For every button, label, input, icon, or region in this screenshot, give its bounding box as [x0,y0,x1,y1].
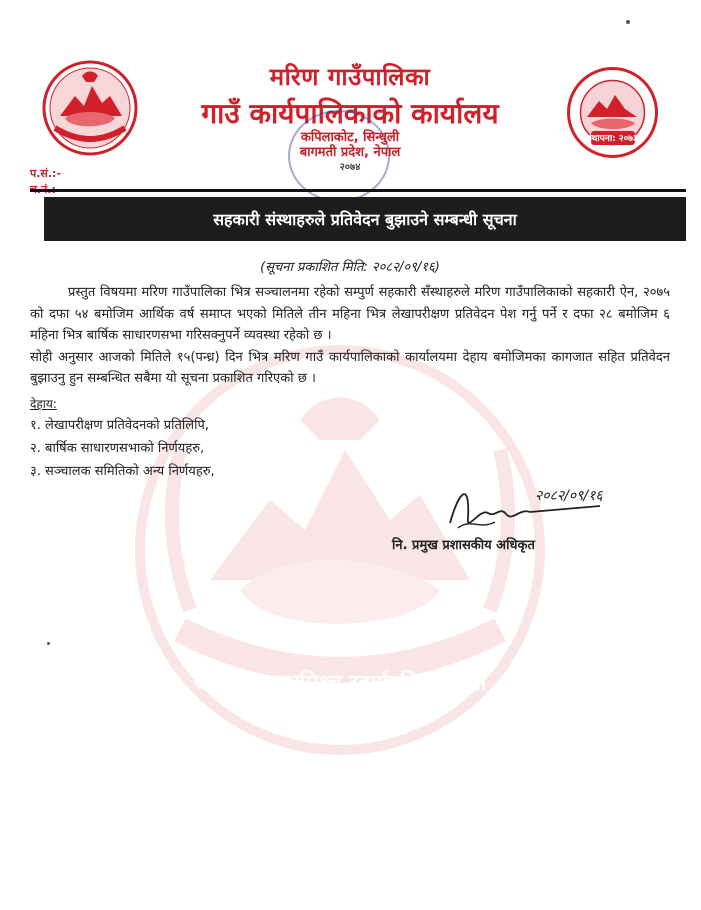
watermark-motto: जननी जन्मभूमिश्च स्वर्गादपि गरीयसी [193,671,487,696]
publication-date: (सूचना प्रकाशित मिति: २०८२/०९/१६) [260,260,440,275]
header-divider [30,189,686,192]
notice-title-banner [44,197,686,241]
letter-number-label: प.सं.:- [30,167,62,180]
scan-speck [626,20,630,24]
office-title: गाउँ कार्यपालिकाको कार्यालय [201,97,499,130]
notice-paragraph-2: सोही अनुसार आजको मितिले १५(पन्ध्र) दिन भित्र मरिण गाउँ कार्यपालिकाको कार्यालयमा देहाय बमोजिमका कागजात सहित प्रतिवेदन बुझाउनु हुन सम्बन्धित सबैमा यो सूचना प्रकाशित गरिएको छ । [30,349,670,386]
seal-year: स्थापना: २०७३ [588,134,638,144]
address-year: २०७४ [339,162,361,173]
annex-label: देहाय: [30,397,57,411]
office-name: मरिण गाउँपालिका [269,63,431,91]
annex-item: ३. सञ्चालक समितिको अन्य निर्णयहरु, [30,464,215,479]
annex-list [30,414,215,483]
notice-body [30,282,670,390]
office-address [260,130,440,175]
notice-paragraph-1: प्रस्तुत विषयमा मरिण गाउँपालिका भित्र सञ्चालनमा रहेको सम्पुर्ण सहकारी सँस्थाहरुले मरिण गाउँपालिकाको सहकारी ऐन, २०७५ को दफा ५४ बमोजिम आर्थिक वर्ष समाप्त भएको मितिले तीन महिना भित्र लेखापरीक्षण प्रतिवेदन पेश गर्नु पर्ने र दफा २८ बमोजिम ६ महिना भित्र बार्षिक साधारणसभा गरिसक्नुपर्ने व्यवस्था रहेको छ । [30,285,670,343]
signature-icon [440,478,610,538]
annex-item: १. लेखापरीक्षण प्रतिवेदनको प्रतिलिपि, [30,418,210,433]
signature-date: २०८२/०९/१६ [535,488,603,504]
scan-speck [47,642,50,645]
annex-item: २. बार्षिक साधारणसभाको निर्णयहरु, [30,441,205,456]
address-line-1: कपिलाकोट, सिन्धुली [300,130,400,145]
address-line-2: बागमती प्रदेश, नेपाल [299,145,401,160]
nepal-emblem-icon [40,58,140,158]
signatory-title: नि. प्रमुख प्रशासकीय अधिकृत [392,538,535,553]
municipality-seal-icon [565,65,660,160]
notice-title: सहकारी संस्थाहरुले प्रतिवेदन बुझाउने सम्बन्धी सूचना [213,210,517,229]
